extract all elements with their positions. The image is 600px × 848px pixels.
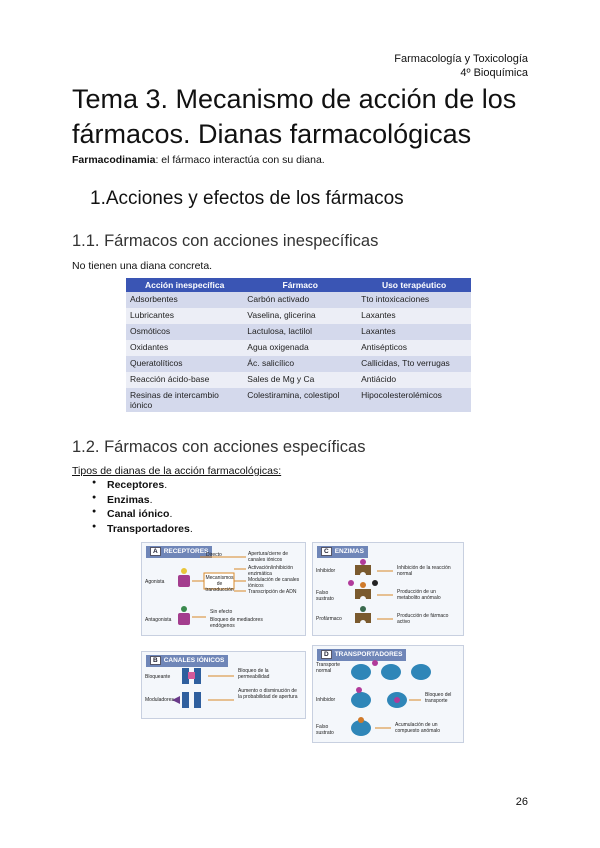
subsection-1-2-text: Tipos de dianas de la acción farmacológicas: xyxy=(72,465,282,477)
table-cell: Osmóticos xyxy=(126,324,243,340)
label: Inhibidor xyxy=(316,697,336,703)
header-degree: 4º Bioquímica xyxy=(460,67,528,79)
label: Mecanismos de transducción xyxy=(205,575,234,593)
subsection-1-1-text: No tienen una diana concreta. xyxy=(72,260,213,272)
label: Transporte normal xyxy=(316,662,340,674)
inhibitor-molecule xyxy=(356,687,362,693)
intro-term: Farmacodinamia xyxy=(72,154,156,166)
table-cell: Adsorbentes xyxy=(126,292,243,308)
figure-title: CANALES IÓNICOS xyxy=(163,657,225,664)
false-substrate-molecule xyxy=(360,582,366,588)
channel-wall xyxy=(182,668,189,684)
label: Bloqueante xyxy=(145,674,171,680)
prodrug-molecule xyxy=(360,606,366,612)
label: Profármaco xyxy=(316,616,342,622)
table-cell: Lubricantes xyxy=(126,308,243,324)
label: Transcripción de ADN xyxy=(248,589,297,595)
nonspecific-drugs-table xyxy=(126,278,471,412)
table-cell: Tto intoxicaciones xyxy=(357,292,471,308)
list-item-label: Transportadores xyxy=(107,522,190,535)
target-types-list xyxy=(92,479,193,537)
label: Modulación de canales iónicos xyxy=(248,577,300,589)
label: Directo xyxy=(206,552,222,558)
table-cell: Colestiramina, colestipol xyxy=(243,388,357,412)
label: Acumulación de un compuesto anómalo xyxy=(395,722,441,734)
intro-paragraph xyxy=(72,154,325,166)
table-row xyxy=(126,292,471,308)
substrate-molecule xyxy=(372,660,378,666)
figure-transporters xyxy=(312,645,464,743)
table-cell: Carbón activado xyxy=(243,292,357,308)
false-substrate-molecule xyxy=(358,717,364,723)
receptor-shape-agonist xyxy=(178,575,190,587)
table-cell: Callicidas, Tto verrugas xyxy=(357,356,471,372)
channel-wall xyxy=(194,692,201,708)
label: Bloqueo del transporte xyxy=(425,692,452,704)
agonist-ligand xyxy=(181,568,187,574)
table-row xyxy=(126,372,471,388)
table-header-cell: Acción inespecífica xyxy=(126,278,243,292)
figure-letter: A xyxy=(150,547,161,556)
table-row xyxy=(126,388,471,412)
label: Apertura/cierre de canales iónicos xyxy=(248,551,289,563)
enzyme-shape xyxy=(355,613,371,623)
label: Producción de fármaco activo xyxy=(397,613,449,625)
enzyme-shape xyxy=(355,565,371,575)
table-row xyxy=(126,324,471,340)
intro-text: : el fármaco interactúa con su diana. xyxy=(155,154,325,166)
figure-ion-channels xyxy=(141,651,306,719)
table-row xyxy=(126,356,471,372)
table-cell: Hipocolesterolémicos xyxy=(357,388,471,412)
table-header-cell: Uso terapéutico xyxy=(357,278,471,292)
label: Falso sustrato xyxy=(316,590,334,602)
table-cell: Antiácido xyxy=(357,372,471,388)
channel-wall xyxy=(194,668,201,684)
figure-receptors xyxy=(141,542,306,636)
table-cell: Antisépticos xyxy=(357,340,471,356)
label: Antagonista xyxy=(145,617,172,623)
label: Inhibición de la reacción normal xyxy=(397,565,451,577)
table-cell: Lactulosa, lactilol xyxy=(243,324,357,340)
transporter-shape xyxy=(381,664,401,680)
subsection-1-1-heading: 1.1. Fármacos con acciones inespecíficas xyxy=(72,232,379,250)
label: Moduladores xyxy=(145,697,174,703)
label: Bloqueo de la permeabilidad xyxy=(238,668,270,680)
table-row xyxy=(126,340,471,356)
list-item: ● Canal iónico. xyxy=(92,508,193,523)
table-cell: Sales de Mg y Ca xyxy=(243,372,357,388)
list-item-label: Canal iónico xyxy=(107,508,170,520)
table-header-row xyxy=(126,278,471,292)
receptor-shape-antagonist xyxy=(178,613,190,625)
substrate-molecule xyxy=(348,580,354,586)
figure-enzymes xyxy=(312,542,464,636)
transporter-shape xyxy=(351,692,371,708)
list-item: ● Transportadores. xyxy=(92,523,193,538)
figure-letter: C xyxy=(321,547,332,556)
table-cell: Laxantes xyxy=(357,324,471,340)
table-row xyxy=(126,308,471,324)
figure-letter: B xyxy=(150,656,161,665)
antagonist-ligand xyxy=(181,606,187,612)
table-cell: Vaselina, glicerina xyxy=(243,308,357,324)
table-cell: Agua oxigenada xyxy=(243,340,357,356)
table-cell: Queratolíticos xyxy=(126,356,243,372)
label: Aumento o disminución de la probabilidad de apertura xyxy=(238,688,298,700)
channel-diagram xyxy=(142,652,305,718)
page-title: Tema 3. Mecanismo de acción de los fármacos. Dianas farmacológicas xyxy=(72,84,517,149)
table-cell: Oxidantes xyxy=(126,340,243,356)
transporter-shape xyxy=(351,664,371,680)
figure-letter: D xyxy=(321,650,332,659)
blocker-molecule xyxy=(188,672,195,679)
label: Producción de un metabolito anómalo xyxy=(397,589,441,601)
table-cell: Laxantes xyxy=(357,308,471,324)
product-molecule xyxy=(372,580,378,586)
label: Inhibidor xyxy=(316,568,336,574)
subsection-1-2-heading: 1.2. Fármacos con acciones específicas xyxy=(72,438,366,456)
table-cell: Reacción ácido-base xyxy=(126,372,243,388)
section-1-heading: 1.Acciones y efectos de los fármacos xyxy=(90,188,404,209)
enzyme-shape xyxy=(355,589,371,599)
label: Agonista xyxy=(145,579,165,585)
figure-title: ENZIMAS xyxy=(334,548,364,555)
list-item-label: Enzimas xyxy=(107,493,150,506)
figure-title: TRANSPORTADORES xyxy=(334,651,403,658)
table-cell: Resinas de intercambio iónico xyxy=(126,388,243,412)
label: Bloqueo de mediadores endógenos xyxy=(210,617,263,629)
label: Sin efecto xyxy=(210,609,233,615)
list-item: ● Receptores. xyxy=(92,479,193,494)
header-course: Farmacología y Toxicología xyxy=(394,53,528,65)
page-number: 26 xyxy=(515,796,528,808)
inhibitor-molecule xyxy=(394,697,400,703)
label: Falso sustrato xyxy=(316,724,334,736)
table-cell: Ác. salicílico xyxy=(243,356,357,372)
label: Activación/inhibición enzimática xyxy=(248,565,294,577)
channel-wall xyxy=(182,692,189,708)
table-header-cell: Fármaco xyxy=(243,278,357,292)
inhibitor-molecule xyxy=(360,559,366,565)
list-item-label: Receptores xyxy=(107,479,165,491)
list-item: ● Enzimas. xyxy=(92,494,193,509)
figure-title: RECEPTORES xyxy=(163,548,209,555)
transporter-shape xyxy=(411,664,431,680)
